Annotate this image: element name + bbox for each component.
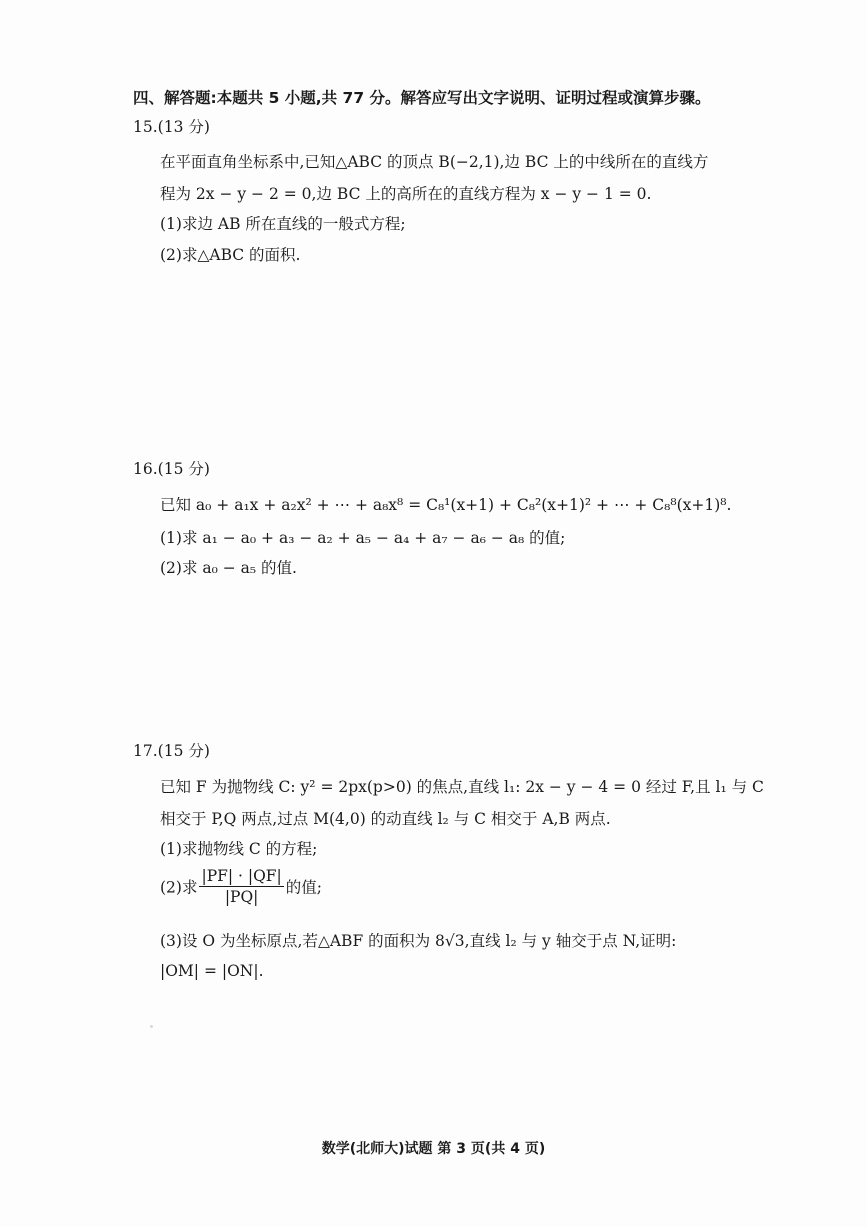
q17-header bbox=[133, 740, 210, 762]
q16-header bbox=[133, 458, 210, 480]
q16-number: 16. bbox=[133, 460, 158, 478]
q16-points: (15 分) bbox=[157, 460, 210, 478]
q15-points: (13 分) bbox=[157, 118, 210, 136]
q17-part2-numerator: |PF| · |QF| bbox=[201, 867, 282, 885]
q17-stem-line2: 相交于 P,Q 两点,过点 M(4,0) 的动直线 l₂ 与 C 相交于 A,B 两点. bbox=[160, 810, 611, 828]
q15-stem-line1: 在平面直角坐标系中,已知△ABC 的顶点 B(−2,1),边 BC 上的中线所在的直线方 bbox=[160, 153, 709, 171]
q15-part2: (2)求△ABC 的面积. bbox=[160, 246, 301, 264]
q17-points: (15 分) bbox=[157, 742, 210, 760]
q15-part1: (1)求边 AB 所在直线的一般式方程; bbox=[160, 215, 406, 233]
q16-part1: (1)求 a₁ − a₀ + a₃ − a₂ + a₅ − a₄ + a₇ − a₆ − a₈ 的值; bbox=[160, 529, 566, 547]
q17-part2 bbox=[160, 866, 322, 907]
q17-part2-denominator: |PQ| bbox=[224, 888, 259, 906]
q17-part3-line2: |OM| = |ON|. bbox=[160, 962, 264, 980]
q17-stem-line1: 已知 F 为抛物线 C: y² = 2px(p>0) 的焦点,直线 l₁: 2x − y − 4 = 0 经过 F,且 l₁ 与 C bbox=[160, 778, 764, 796]
page-footer: 数学(北师大)试题 第 3 页(共 4 页) bbox=[321, 1141, 546, 1157]
q17-number: 17. bbox=[133, 742, 158, 760]
section-heading: 四、解答题:本题共 5 小题,共 77 分。解答应写出文字说明、证明过程或演算步骤。 bbox=[133, 89, 711, 107]
q15-stem-line2: 程为 2x − y − 2 = 0,边 BC 上的高所在的直线方程为 x − y − 1 = 0. bbox=[160, 185, 652, 203]
q17-part2-prefix: (2)求 bbox=[160, 878, 198, 897]
q17-part2-suffix: 的值; bbox=[285, 878, 323, 897]
q16-stem-line1: 已知 a₀ + a₁x + a₂x² + ⋯ + a₈x⁸ = C₈¹(x+1) + C₈²(x+1)² + ⋯ + C₈⁸(x+1)⁸. bbox=[160, 496, 732, 514]
q15-header bbox=[133, 116, 210, 138]
q16-part2: (2)求 a₀ − a₅ 的值. bbox=[160, 559, 297, 577]
q17-part2-fraction bbox=[199, 866, 283, 907]
q17-part3-line1: (3)设 O 为坐标原点,若△ABF 的面积为 8√3,直线 l₂ 与 y 轴交于点 N,证明: bbox=[160, 932, 677, 950]
q15-number: 15. bbox=[133, 118, 158, 136]
q17-part1: (1)求抛物线 C 的方程; bbox=[160, 840, 318, 858]
scan-speck bbox=[150, 1025, 153, 1028]
